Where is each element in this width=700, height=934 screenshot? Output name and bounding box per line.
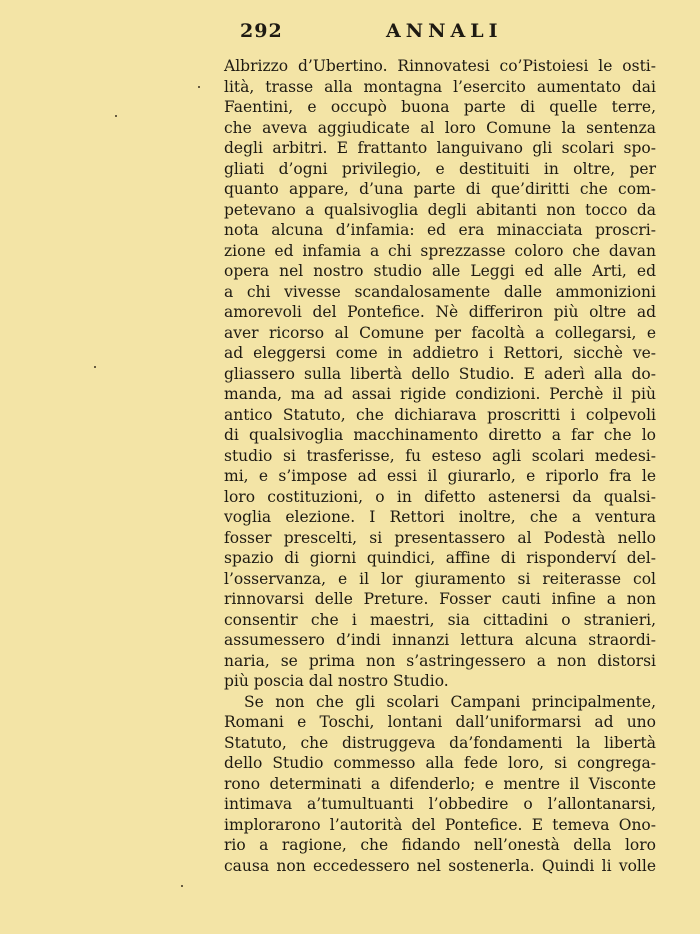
text-line: antico Statuto, che dichiarava proscritti i colpevoli	[224, 405, 656, 424]
body-text	[224, 56, 656, 876]
text-line: Statuto, che distruggeva da’fondamenti la libertà	[224, 733, 656, 752]
text-line: rinnovarsi delle Preture. Fosser cauti infine a non	[224, 590, 656, 608]
text-line: ad eleggersi come in addietro i Rettori, sicchè ve-	[224, 344, 656, 362]
text-line: Faentini, e occupò buona parte di quelle terre,	[224, 98, 656, 116]
text-line: causa non eccedessero nel sostenerla. Quindi li volle	[224, 856, 656, 875]
text-line: Albrizzo d’Ubertino. Rinnovatesi co’Pistoiesi le osti-	[224, 57, 656, 75]
text-line: rono determinati a difenderlo; e mentre il Visconte	[224, 774, 656, 793]
page-header	[224, 20, 656, 46]
text-line: implorarono l’autorità del Pontefice. E temeva Ono-	[224, 815, 656, 834]
text-line: dello Studio commesso alla fede loro, si congrega-	[224, 754, 656, 772]
text-line: rio a ragione, che fidando nell’onestà della loro	[224, 836, 656, 854]
text-line: opera nel nostro studio alle Leggi ed alle Arti, ed	[224, 262, 656, 280]
ink-speck	[198, 86, 200, 88]
text-line: mi, e s’impose ad essi il giurarlo, e riporlo fra le	[224, 467, 656, 485]
page-number: 292	[240, 20, 283, 42]
ink-speck	[115, 115, 117, 117]
text-line: naria, se prima non s’astringessero a non distorsi	[224, 651, 656, 670]
text-line: assumessero d’indi innanzi lettura alcuna straordi-	[224, 631, 656, 649]
text-line: aver ricorso al Comune per facoltà a collegarsi, e	[224, 323, 656, 342]
text-line: gliassero sulla libertà dello Studio. E aderì alla do-	[224, 364, 656, 383]
paragraph-start-line: Se non che gli scolari Campani principalmente,	[244, 692, 656, 711]
text-line: intimava a’tumultuanti l’obbedire o l’allontanarsi,	[224, 795, 656, 813]
paragraph-end-line: più poscia dal nostro Studio.	[224, 672, 449, 690]
ink-speck	[181, 885, 183, 887]
text-line: voglia elezione. I Rettori inoltre, che a ventura	[224, 508, 656, 526]
text-line: petevano a qualsivoglia degli abitanti non tocco da	[224, 200, 656, 219]
text-line: quanto appare, d’una parte di que’diritti che com-	[224, 180, 656, 198]
running-title: ANNALI	[386, 20, 503, 42]
text-line: lità, trasse alla montagna l’esercito aumentato dai	[224, 77, 656, 96]
text-line: loro costituzioni, o in difetto astenersi da qualsi-	[224, 487, 656, 506]
text-line: consentir che i maestri, sia cittadini o stranieri,	[224, 610, 656, 629]
text-line: nota alcuna d’infamia: ed era minacciata proscri-	[224, 221, 656, 239]
text-line: manda, ma ad assai rigide condizioni. Perchè il più	[224, 385, 656, 403]
text-line: gliati d’ogni privilegio, e destituiti in oltre, per	[224, 159, 656, 178]
text-line: fosser prescelti, si presentassero al Podestà nello	[224, 528, 656, 547]
text-line: studio si trasferisse, fu esteso agli scolari medesi-	[224, 446, 656, 465]
text-line: spazio di giorni quindici, affine di risponderví del-	[224, 549, 656, 567]
text-line: di qualsivoglia macchinamento diretto a far che lo	[224, 426, 656, 444]
ink-speck	[94, 366, 96, 368]
text-line: l’osservanza, e il lor giuramento si reiterasse col	[224, 569, 656, 588]
text-line: Romani e Toschi, lontani dall’uniformarsi ad uno	[224, 713, 656, 731]
text-line: zione ed infamia a chi sprezzasse coloro che davan	[224, 241, 656, 260]
text-line: a chi vivesse scandalosamente dalle ammonizioni	[224, 282, 656, 301]
text-line: che aveva aggiudicate al loro Comune la sentenza	[224, 118, 656, 137]
text-line: amorevoli del Pontefice. Nè differiron più oltre ad	[224, 303, 656, 321]
text-line: degli arbitri. E frattanto languivano gli scolari spo-	[224, 139, 656, 157]
